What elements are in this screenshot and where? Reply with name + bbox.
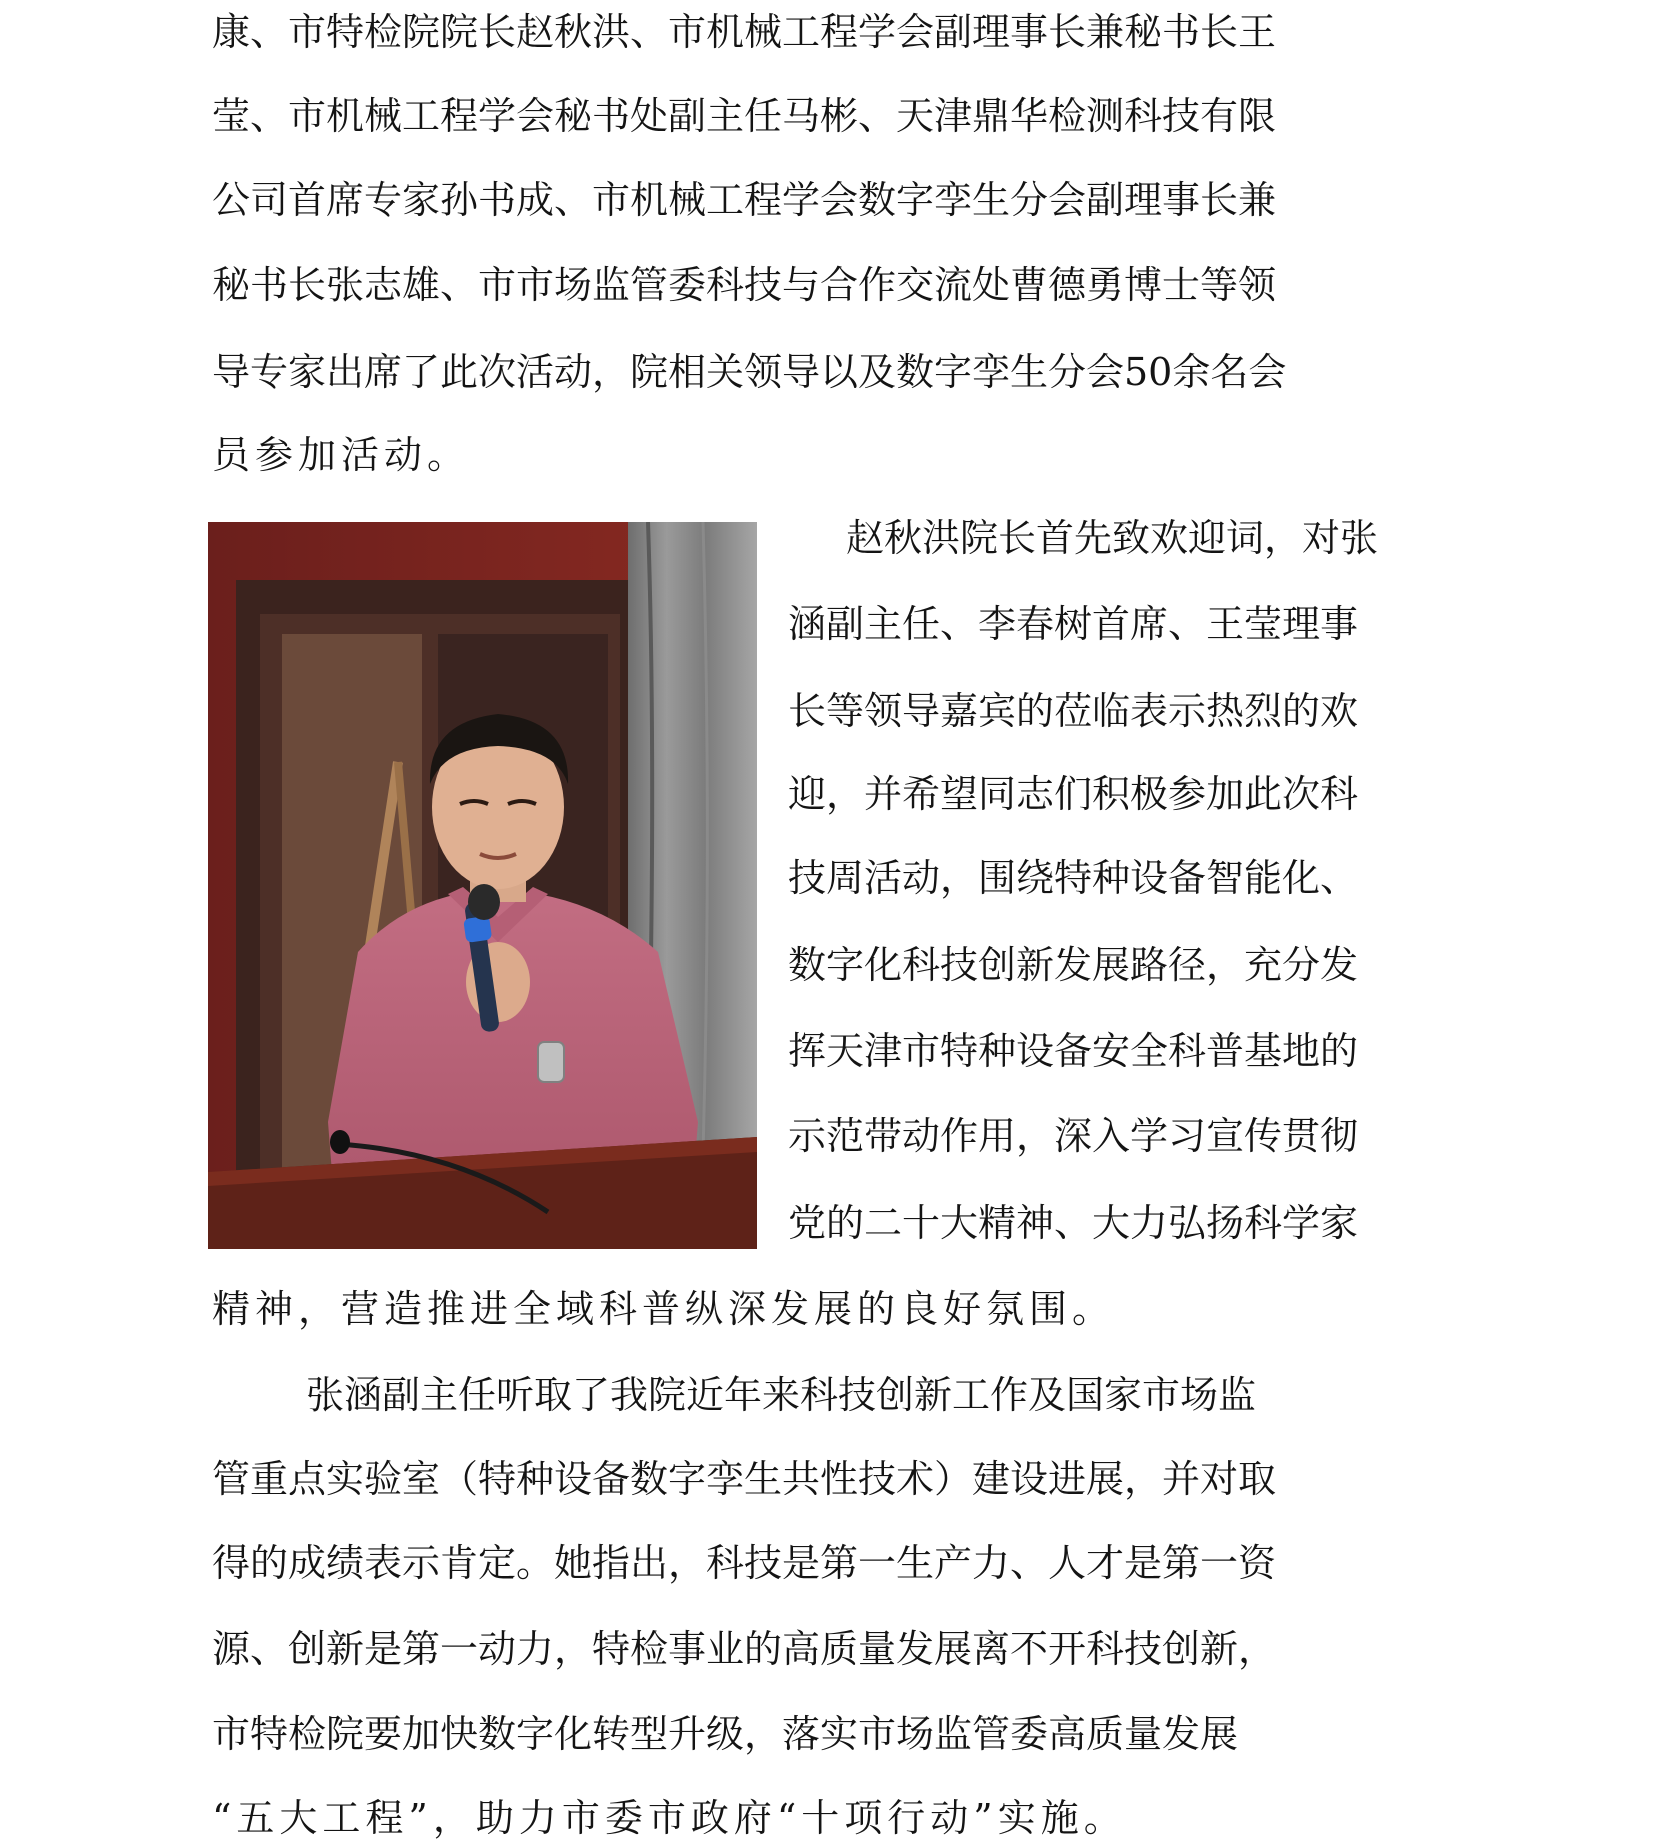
- text-line-18: 管重点实验室（特种设备数字孪生共性技术）建设进展，并对取: [212, 1457, 1277, 1501]
- speaker-photo: [208, 522, 757, 1249]
- text-line-5: 导专家出席了此次活动，院相关领导以及数字孪生分会50余名会: [212, 350, 1287, 394]
- text-line-22: “五大工程”，助力市委市政府“十项行动”实施。: [212, 1796, 1127, 1840]
- text-line-7: 赵秋洪院长首先致欢迎词，对张: [846, 516, 1379, 560]
- text-line-1: 康、市特检院院长赵秋洪、市机械工程学会副理事长兼秘书长王: [212, 10, 1277, 54]
- speaker-photo-image: [208, 522, 757, 1249]
- text-line-6: 员参加活动。: [212, 433, 471, 477]
- text-line-14: 示范带动作用，深入学习宣传贯彻: [788, 1114, 1359, 1158]
- text-line-8: 涵副主任、李春树首席、王莹理事: [788, 602, 1359, 646]
- text-line-2: 莹、市机械工程学会秘书处副主任马彬、天津鼎华检测科技有限: [212, 94, 1277, 138]
- text-line-11: 技周活动，围绕特种设备智能化、: [788, 856, 1359, 900]
- text-line-19: 得的成绩表示肯定。她指出，科技是第一生产力、人才是第一资: [212, 1541, 1277, 1585]
- text-line-20: 源、创新是第一动力，特检事业的高质量发展离不开科技创新，: [212, 1627, 1277, 1671]
- text-line-12: 数字化科技创新发展路径，充分发: [788, 943, 1359, 987]
- text-line-4: 秘书长张志雄、市市场监管委科技与合作交流处曹德勇博士等领: [212, 263, 1277, 307]
- text-line-10: 迎，并希望同志们积极参加此次科: [788, 772, 1359, 816]
- text-line-13: 挥天津市特种设备安全科普基地的: [788, 1029, 1359, 1073]
- text-line-16: 精神，营造推进全域科普纵深发展的良好氛围。: [212, 1287, 1116, 1331]
- text-line-3: 公司首席专家孙书成、市机械工程学会数字孪生分会副理事长兼: [212, 178, 1277, 222]
- text-line-21: 市特检院要加快数字化转型升级，落实市场监管委高质量发展: [212, 1712, 1239, 1756]
- text-line-17: 张涵副主任听取了我院近年来科技创新工作及国家市场监: [306, 1373, 1257, 1417]
- text-line-9: 长等领导嘉宾的莅临表示热烈的欢: [788, 689, 1359, 733]
- text-line-15: 党的二十大精神、大力弘扬科学家: [788, 1201, 1359, 1245]
